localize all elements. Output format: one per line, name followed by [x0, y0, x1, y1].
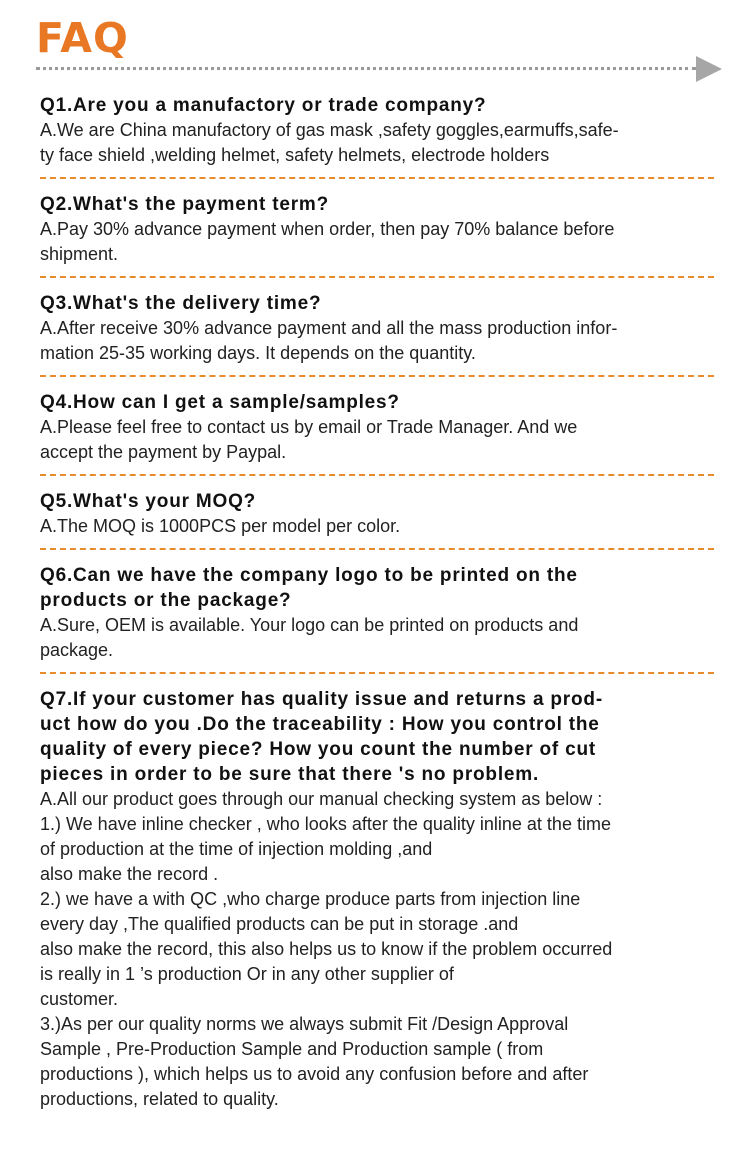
faq-item-2 [40, 192, 716, 267]
faq-question: Q1.Are you a manufactory or trade company? [40, 95, 487, 116]
dashed-divider [40, 276, 714, 278]
dashed-divider [40, 474, 714, 476]
page-title: FAQ [36, 14, 129, 62]
faq-question: Q5.What's your MOQ? [40, 491, 257, 512]
faq-answer: A.All our product goes through our manual checking system as below : 1.) We have inline checker , who looks after the quality inline at the time of production at the time of injection molding ,and also make the record . 2.) we have a with QC ,who charge produce parts from injection line every day ,The qualified products can be put in storage .and also make the record, this also helps us to know if the problem occurred is really in 1 ’s production Or in any other supplier of customer. 3.)As per our quality norms we always submit Fit /Design Approval Sample , Pre-Production Sample and Production sample ( from productions ), which helps us to avoid any confusion before and after productions, related to quality. [40, 789, 613, 1109]
faq-item-3 [40, 291, 716, 366]
faq-item-5 [40, 489, 716, 539]
faq-answer: A.We are China manufactory of gas mask ,safety goggles,earmuffs,safe- ty face shield ,welding helmet, safety helmets, electrode holders [40, 120, 619, 165]
faq-question: Q3.What's the delivery time? [40, 293, 322, 314]
faq-answer: A.After receive 30% advance payment and all the mass production infor- mation 25-35 working days. It depends on the quantity. [40, 318, 618, 363]
arrow-right-icon [696, 56, 722, 82]
faq-item-6 [40, 563, 716, 663]
faq-answer: A.The MOQ is 1000PCS per model per color. [40, 516, 401, 536]
faq-item-1 [40, 93, 716, 168]
dashed-divider [40, 177, 714, 179]
faq-item-7 [40, 687, 716, 1112]
dashed-divider [40, 672, 714, 674]
header-dotted-rule [36, 67, 696, 70]
faq-item-4 [40, 390, 716, 465]
faq-header [0, 0, 750, 90]
dashed-divider [40, 375, 714, 377]
faq-answer: A.Pay 30% advance payment when order, then pay 70% balance before shipment. [40, 219, 615, 264]
dashed-divider [40, 548, 714, 550]
faq-answer: A.Sure, OEM is available. Your logo can be printed on products and package. [40, 615, 579, 660]
faq-list [40, 93, 716, 1112]
faq-question: Q2.What's the payment term? [40, 194, 330, 215]
faq-answer: A.Please feel free to contact us by email or Trade Manager. And we accept the payment by Paypal. [40, 417, 578, 462]
faq-question: Q7.If your customer has quality issue and returns a prod- uct how do you .Do the traceability : How you control the quality of every piece? How you count the number of cut pieces in order to be sure that there 's no problem. [40, 689, 603, 785]
faq-question: Q4.How can I get a sample/samples? [40, 392, 400, 413]
faq-question: Q6.Can we have the company logo to be printed on the products or the package? [40, 565, 578, 611]
